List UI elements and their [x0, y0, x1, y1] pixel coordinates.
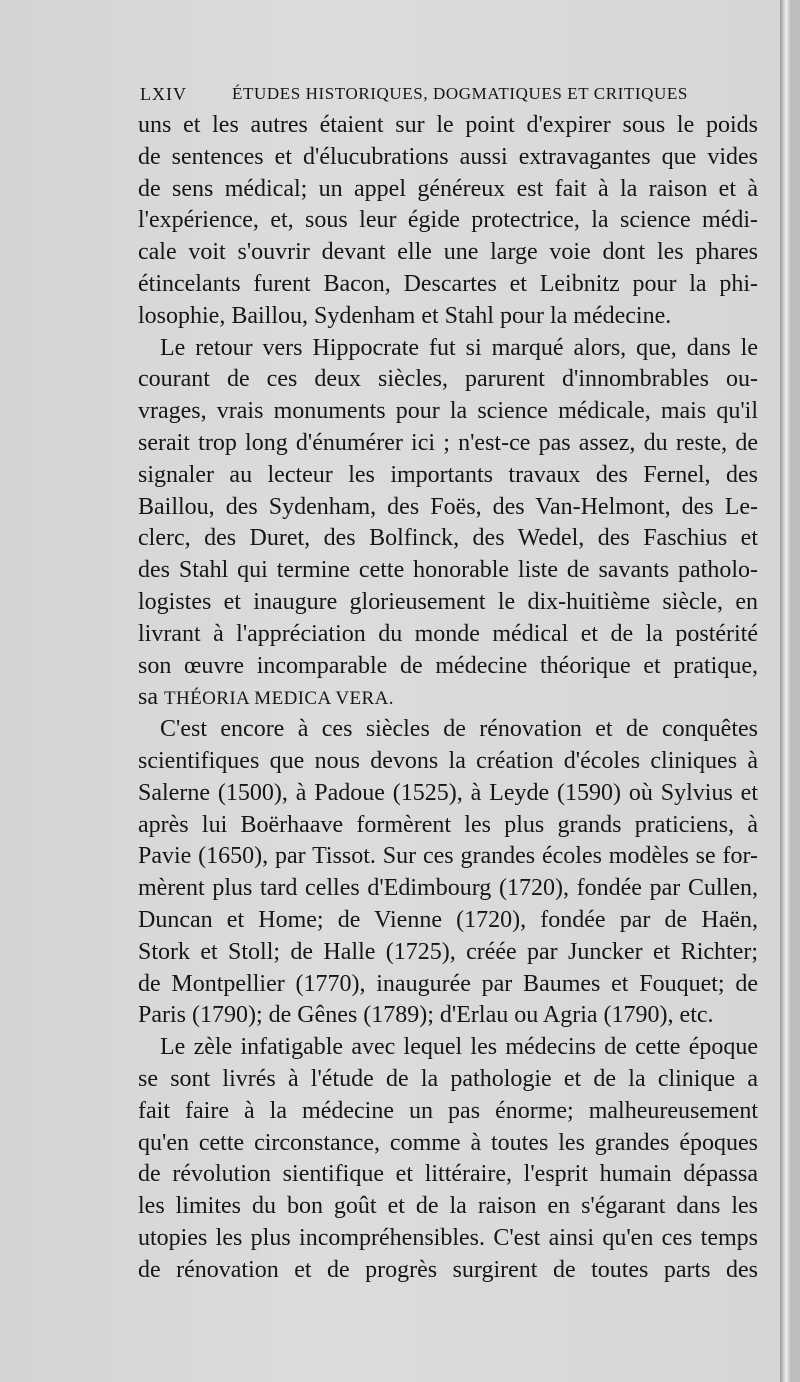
text-line: Duncan et Home; de Vienne (1720), fondée par de Haën,	[138, 906, 758, 933]
running-head	[140, 80, 760, 110]
text-line: losophie, Baillou, Sydenham et Stahl pour la médecine.	[138, 302, 672, 329]
text-line: clerc, des Duret, des Bolfinck, des Wedel, des Faschius et	[138, 525, 758, 552]
text-line: utopies les plus incompréhensibles. C'est ainsi qu'en ces temps	[138, 1224, 758, 1251]
closing-prefix: sa	[138, 684, 158, 711]
body-text	[138, 110, 758, 1286]
text-line: de Montpellier (1770), inaugurée par Baumes et Fouquet; de	[138, 970, 758, 997]
text-line: courant de ces deux siècles, parurent d'innombrables ou-	[138, 366, 758, 393]
text-line: C'est encore à ces siècles de rénovation et de conquêtes	[160, 716, 758, 743]
paragraph-4	[138, 1032, 758, 1286]
text-line: Pavie (1650), par Tissot. Sur ces grandes écoles modèles se for-	[138, 843, 758, 870]
text-line: son œuvre incomparable de médecine théorique et pratique,	[138, 652, 758, 679]
text-line: Salerne (1500), à Padoue (1525), à Leyde (1590) où Sylvius et	[138, 779, 758, 806]
text-line: de sentences et d'élucubrations aussi extravagantes que vides	[138, 143, 758, 170]
text-line: se sont livrés à l'étude de la pathologie et de la clinique a	[138, 1065, 758, 1092]
text-line: serait trop long d'énumérer ici ; n'est-ce pas assez, du reste, de	[138, 429, 758, 456]
text-line: mèrent plus tard celles d'Edimbourg (1720), fondée par Cullen,	[138, 875, 758, 902]
text-line: logistes et inaugure glorieusement le dix-huitième siècle, en	[138, 588, 758, 615]
text-line: étincelants furent Bacon, Descartes et Leibnitz pour la phi-	[138, 270, 758, 297]
text-line: de rénovation et de progrès surgirent de toutes parts des	[138, 1256, 758, 1283]
text-line: scientifiques que nous devons la création d'écoles cliniques à	[138, 747, 758, 774]
text-line: cale voit s'ouvrir devant elle une large voie dont les phares	[138, 239, 758, 266]
paragraph-3	[138, 714, 758, 1032]
text-line: signaler au lecteur les importants travaux des Fernel, des	[138, 461, 758, 488]
closing-line	[138, 682, 758, 714]
text-line: Le zèle infatigable avec lequel les médecins de cette époque	[160, 1034, 758, 1061]
text-line: Stork et Stoll; de Halle (1725), créée par Juncker et Richter;	[138, 938, 758, 965]
text-line: fait faire à la médecine un pas énorme; malheureusement	[138, 1097, 758, 1124]
text-line: uns et les autres étaient sur le point d'expirer sous le poids	[138, 112, 758, 138]
text-line: Le retour vers Hippocrate fut si marqué alors, que, dans le	[160, 334, 758, 361]
paragraph-1	[138, 110, 758, 333]
text-line: Baillou, des Sydenham, des Foës, des Van-Helmont, des Le-	[138, 493, 758, 520]
paragraph-2	[138, 333, 758, 715]
text-line: les limites du bon goût et de la raison en s'égarant dans les	[138, 1193, 758, 1220]
text-line: qu'en cette circonstance, comme à toutes les grandes époques	[138, 1129, 758, 1156]
text-line: vrages, vrais monuments pour la science médicale, mais qu'il	[138, 398, 758, 425]
book-title-smallcaps: THÉORIA MEDICA VERA.	[164, 688, 394, 710]
text-line: de révolution sientifique et littéraire, l'esprit humain dépassa	[138, 1161, 758, 1188]
text-line: après lui Boërhaave formèrent les plus grands praticiens, à	[138, 811, 758, 838]
page-edge	[780, 0, 790, 1382]
text-line: livrant à l'appréciation du monde médical et de la postérité	[138, 620, 758, 647]
text-line: de sens médical; un appel généreux est fait à la raison et à	[138, 175, 758, 202]
text-line: des Stahl qui termine cette honorable liste de savants patholo-	[138, 557, 758, 584]
text-line: Paris (1790); de Gênes (1789); d'Erlau ou Agria (1790), etc.	[138, 1002, 714, 1029]
page-number: LXIV	[140, 84, 187, 104]
running-title: ÉTUDES HISTORIQUES, DOGMATIQUES ET CRITIQUES	[232, 84, 688, 103]
text-line: l'expérience, et, sous leur égide protectrice, la science médi-	[138, 207, 758, 234]
